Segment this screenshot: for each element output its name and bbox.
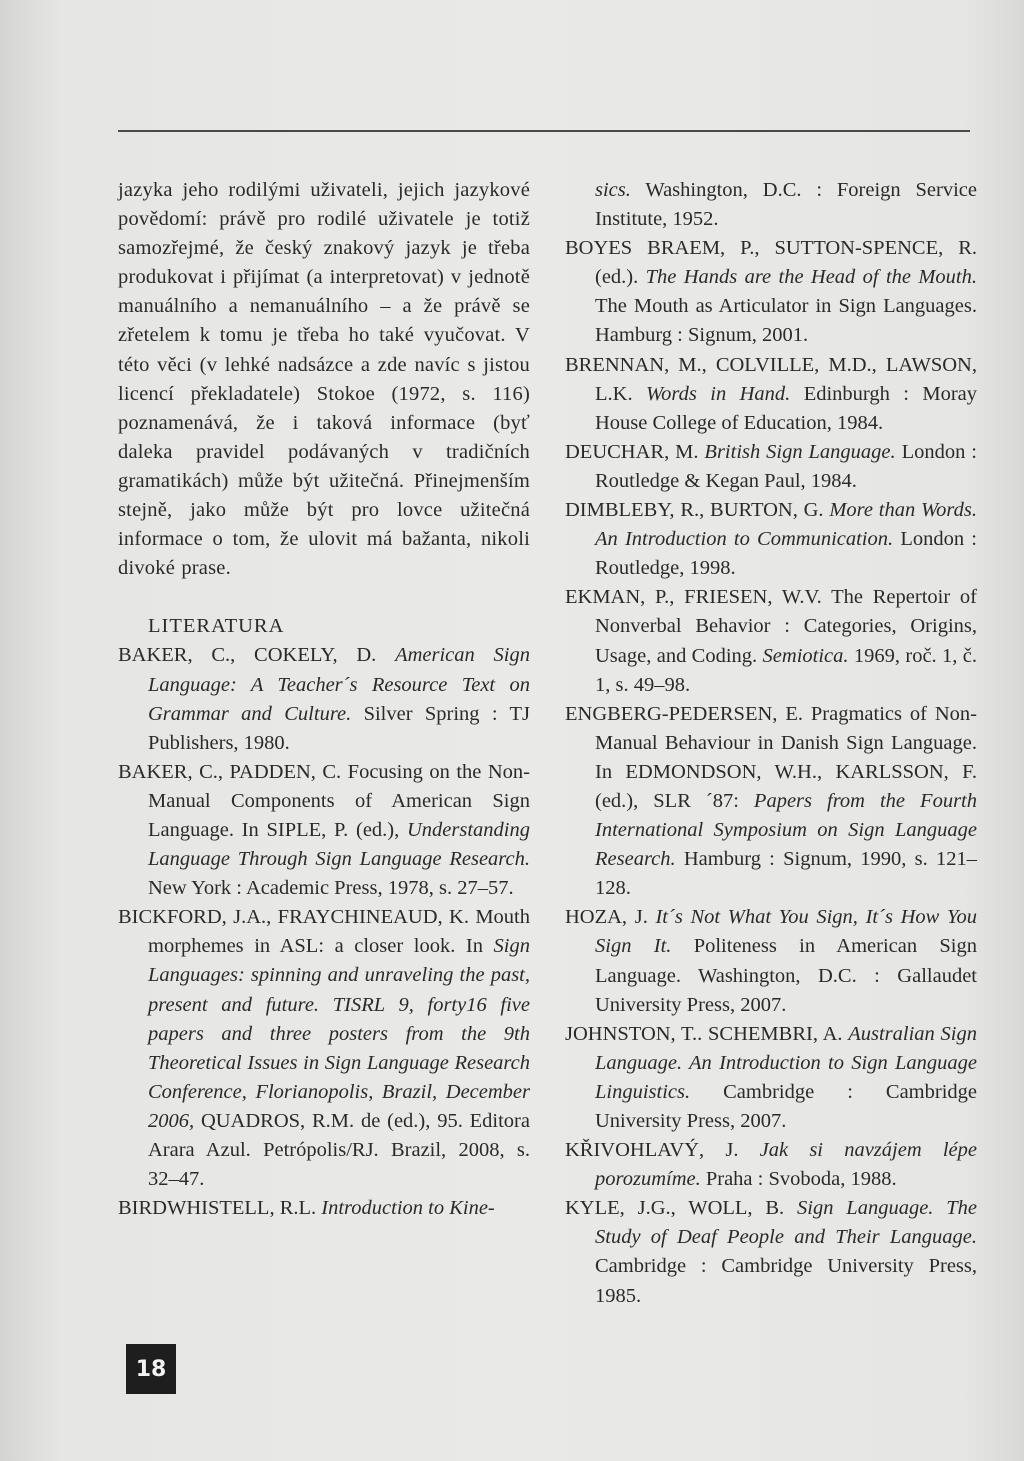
reference-entry: BAKER, C., COKELY, D. American Sign Language: A Teacher´s Resource Text on Grammar and Culture. Silver Spring : TJ Publishers, 1980. — [118, 644, 531, 754]
reference-entry: BOYES BRAEM, P., SUTTON-SPENCE, R. (ed.). The Hands are the Head of the Mouth. The Mouth as Articulator in Sign Languages. Hamburg : Signum, 2001. — [565, 237, 977, 347]
reference-entry: KŘIVOHLAVÝ, J. Jak si navzájem lépe porozumíme. Praha : Svoboda, 1988. — [565, 1139, 977, 1191]
reference-continuation: sics. Washington, D.C. : Foreign Service Institute, 1952. — [595, 179, 977, 231]
right-column — [565, 176, 977, 1311]
reference-entry: EKMAN, P., FRIESEN, W.V. The Repertoir of Nonverbal Behavior : Categories, Origins, Usage, and Coding. Semiotica. 1969, roč. 1, č. 1, s. 49–98. — [565, 586, 977, 696]
left-column — [118, 176, 530, 1223]
reference-entry: KYLE, J.G., WOLL, B. Sign Language. The Study of Deaf People and Their Language. Cambridge : Cambridge University Press, 1985. — [565, 1197, 977, 1307]
reference-entry: HOZA, J. It´s Not What You Sign, It´s How You Sign It. Politeness in American Sign Language. Washington, D.C. : Gallaudet University Press, 2007. — [565, 906, 978, 1016]
reference-entry: ENGBERG-PEDERSEN, E. Pragmatics of Non-Manual Behaviour in Danish Sign Language. In EDMONDSON, W.H., KARLSSON, F. (ed.), SLR ´87: Papers from the Fourth International Symposium on Sign Language Research. Hamburg : Signum, 1990, s. 121–128. — [565, 702, 977, 900]
reference-entry: BICKFORD, J.A., FRAYCHINEAUD, K. Mouth morphemes in ASL: a closer look. In Sign Languages: spinning and unraveling the past, present and future. TISRL 9, forty16 five papers and three posters from the 9th Theoretical Issues in Sign Language Research Conference, Florianopolis, Brazil, December 2006, QUADROS, R.M. de (ed.), 95. Editora Arara Azul. Petrópolis/RJ. Brazil, 2008, s. 32–47. — [118, 906, 530, 1191]
reference-entry: BRENNAN, M., COLVILLE, M.D., LAWSON, L.K. Words in Hand. Edinburgh : Moray House College of Education, 1984. — [565, 353, 978, 434]
body-paragraph: jazyka jeho rodilými uživateli, jejich jazykové povědomí: právě pro rodilé uživatele je totiž samozřejmé, že český znakový jazyk je třeba produkovat i přijímat (a interpretovat) v jednotě manuálního a nemanuálního – a že právě se zřetelem k tomu je třeba ho také vyučovat. V této věci (v lehké nadsázce a zde navíc s jistou licencí překladatele) Stokoe (1972, s. 116) poznamenává, že i taková informace (byť daleka pravidel podávaných v tradičních gramatikách) může být užitečná. Přinejmenším stejně, jako může být pro lovce užitečná informace o tom, že ulovit má bažanta, nikoli divoké prase. — [118, 179, 530, 580]
reference-entry: BAKER, C., PADDEN, C. Focusing on the Non-Manual Components of American Sign Language. In SIPLE, P. (ed.), Understanding Language Through Sign Language Research. New York : Academic Press, 1978, s. 27–57. — [118, 760, 530, 900]
reference-entry: DEUCHAR, M. British Sign Language. London : Routledge & Kegan Paul, 1984. — [565, 440, 977, 492]
reference-entry: JOHNSTON, T.. SCHEMBRI, A. Australian Sign Language. An Introduction to Sign Language Linguistics. Cambridge : Cambridge University Press, 2007. — [565, 1022, 977, 1132]
page-number: 18 — [126, 1344, 176, 1394]
header-rule — [118, 130, 970, 132]
reference-entry: DIMBLEBY, R., BURTON, G. More than Words. An Introduction to Communication. London : Routledge, 1998. — [565, 499, 978, 580]
reference-entry: BIRDWHISTELL, R.L. Introduction to Kine- — [118, 1197, 495, 1220]
literature-heading: LITERATURA — [148, 615, 285, 638]
